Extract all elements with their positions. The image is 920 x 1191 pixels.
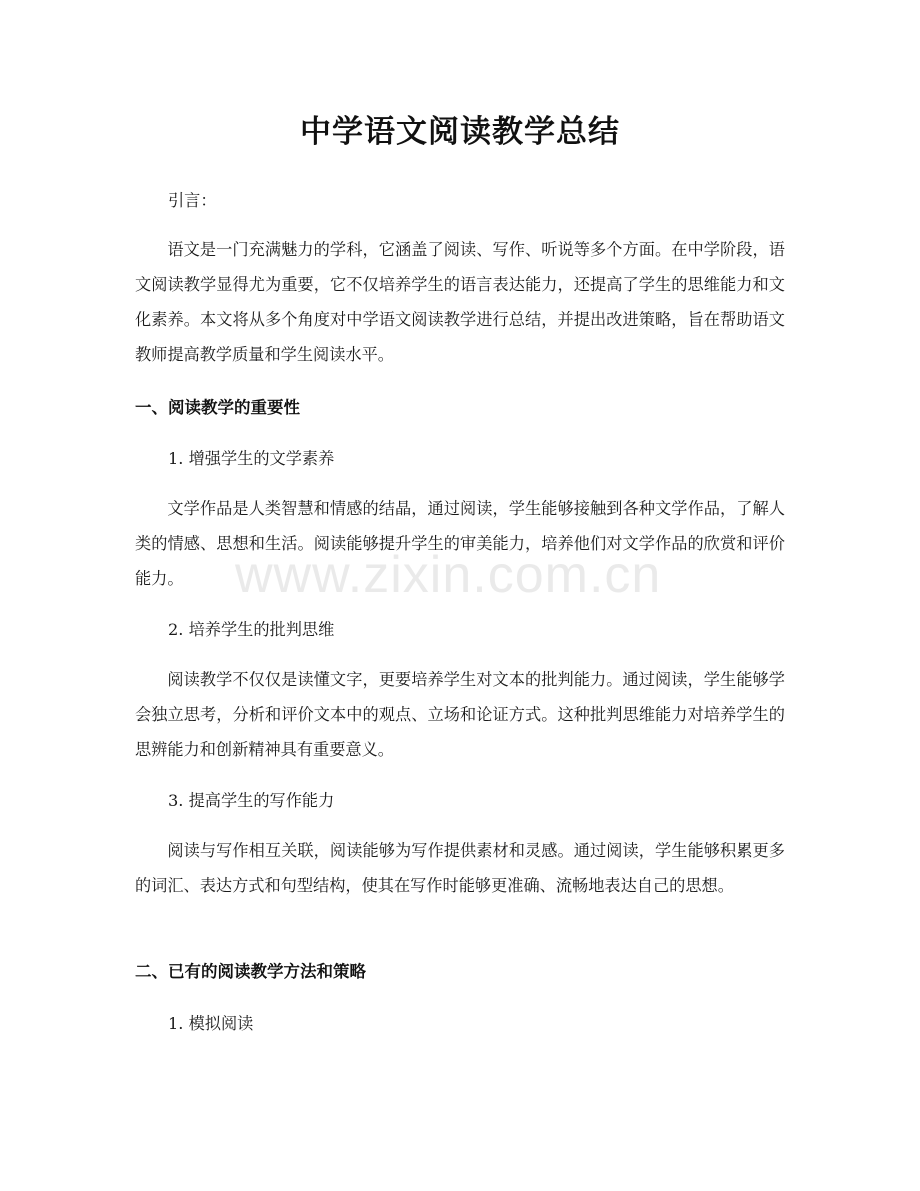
section-1-item-3-text: 阅读与写作相互关联，阅读能够为写作提供素材和灵感。通过阅读，学生能够积累更多的词汇、表达方式和句型结构，使其在写作时能够更准确、流畅地表达自己的思想。 [135, 841, 785, 895]
intro-paragraph: 语文是一门充满魅力的学科，它涵盖了阅读、写作、听说等多个方面。在中学阶段，语文阅读教学显得尤为重要，它不仅培养学生的语言表达能力，还提高了学生的思维能力和文化素养。本文将从多个角度对中学语文阅读教学进行总结，并提出改进策略，旨在帮助语文教师提高教学质量和学生阅读水平。 [135, 240, 785, 364]
section-1-item-1-label: 1. 增强学生的文学素养 [168, 449, 335, 468]
watermark: www.zixin.com.cn [235, 546, 662, 604]
section-1-item-2-label: 2. 培养学生的批判思维 [168, 620, 335, 639]
section-2-item-1-label: 1. 模拟阅读 [168, 1014, 254, 1033]
section-1-item-3-label: 3. 提高学生的写作能力 [168, 791, 335, 810]
section-1-item-1-text: 文学作品是人类智慧和情感的结晶，通过阅读，学生能够接触到各种文学作品，了解人类的情感、思想和生活。阅读能够提升学生的审美能力，培养他们对文学作品的欣赏和评价能力。 [135, 499, 785, 588]
intro-label: 引言： [168, 191, 217, 210]
document-title: 中学语文阅读教学总结 [300, 114, 620, 150]
section-2-heading: 二、已有的阅读教学方法和策略 [135, 962, 366, 981]
section-1-heading: 一、阅读教学的重要性 [135, 398, 300, 417]
section-1-item-2-text: 阅读教学不仅仅是读懂文字，更要培养学生对文本的批判能力。通过阅读，学生能够学会独立思考，分析和评价文本中的观点、立场和论证方式。这种批判思维能力对培养学生的思辨能力和创新精神具有重要意义。 [135, 670, 785, 759]
